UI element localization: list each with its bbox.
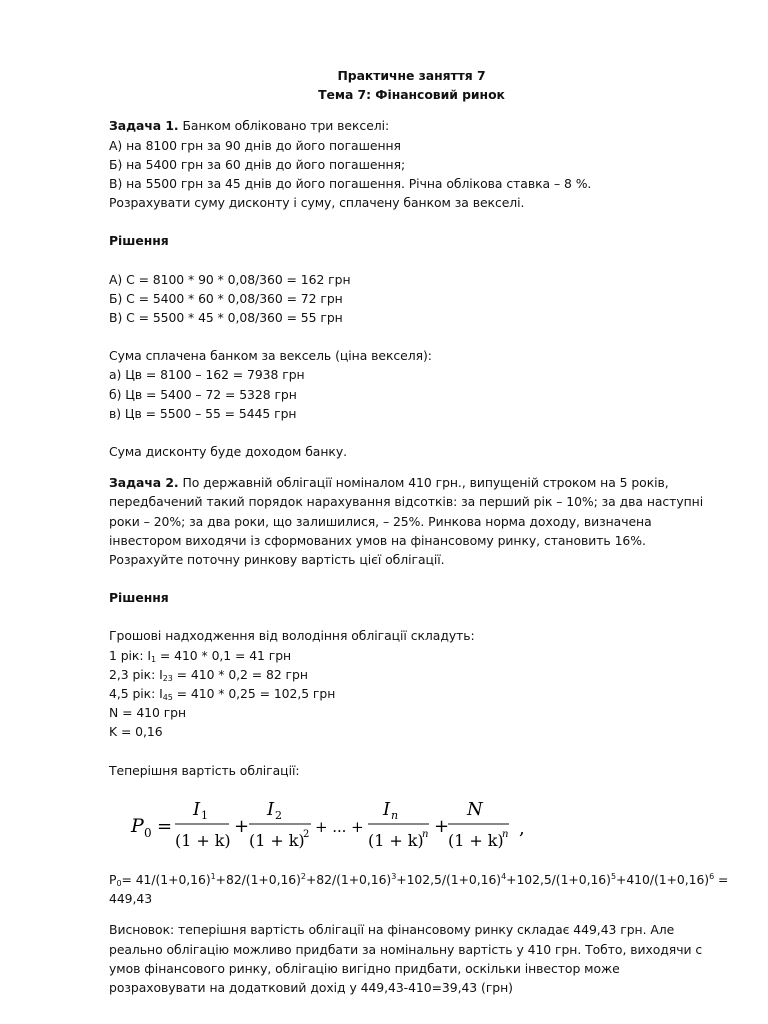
calc-exp-5: 5 <box>610 871 616 881</box>
task2-text: По державній облігації номіналом 410 грн., випущеній строком на 5 років, передбачений такий порядок нарахування відсотків: за перший рік – 10%; за два наступні роки – 20%; за два роки, що залишилися, – 25%. Ринкова норма доходу, визначена інвестором виходячи із сформованих умов на фінансовому ринку, становить 16%. Розрахуйте поточну ринкову вартість цієї облігації. <box>109 475 704 568</box>
term2-exp: 2 <box>303 828 310 840</box>
task1-item-b: Б) на 5400 грн за 60 днів до його погашення; <box>109 156 406 172</box>
task2-rate: K = 0,16 <box>109 724 163 740</box>
term1-den: (1 + k) <box>175 830 231 850</box>
formula-dots: + ... + <box>315 817 364 836</box>
calc-p: P <box>109 871 117 887</box>
cash-1-prefix: 1 рік: I <box>109 647 151 663</box>
term2-den: (1 + k) <box>249 830 305 850</box>
cash-1-rest: = 410 * 0,1 = 41 грн <box>156 647 292 663</box>
task1-conclusion: Сума дисконту буде доходом банку. <box>109 444 347 460</box>
task1-intro <box>109 116 714 135</box>
calc-p-sub: 0 <box>116 878 122 888</box>
cash-45-sub: 45 <box>162 693 173 703</box>
formula-svg <box>125 790 565 864</box>
task1-paid-a: а) Цв = 8100 – 162 = 7938 грн <box>109 367 305 383</box>
plus-2: + <box>434 815 450 837</box>
formula-lhs: P <box>131 814 144 837</box>
task2-statement <box>109 473 714 569</box>
calc-end: = <box>714 871 729 887</box>
task2-label: Задача 2. <box>109 475 179 491</box>
cash-23-rest: = 410 * 0,2 = 82 грн <box>172 666 308 682</box>
calc-seg-2: +82/(1+0,16) <box>215 871 301 887</box>
page-title: Практичне заняття 7 <box>337 68 486 83</box>
cash-23-prefix: 2,3 рік: I <box>109 666 163 682</box>
task2-cash-23 <box>109 665 714 684</box>
term1-num-sub: 1 <box>201 808 208 822</box>
task2-cash-1 <box>109 646 714 665</box>
plus-1: + <box>234 815 250 837</box>
calc-seg-3: +82/(1+0,16) <box>305 871 392 887</box>
termn-exp: n <box>422 828 429 840</box>
formula-comma: , <box>519 817 525 839</box>
calc-seg-6: +410/(1+0,16) <box>615 871 710 887</box>
task1-discount-b: Б) С = 5400 * 60 * 0,08/360 = 72 грн <box>109 290 343 306</box>
task1-paid-b: б) Цв = 5400 – 72 = 5328 грн <box>109 386 297 402</box>
term2-num-sub: 2 <box>275 808 282 822</box>
calc-exp-2: 2 <box>300 871 306 881</box>
task1-solution-heading: Рішення <box>109 233 169 249</box>
task2-nominal: N = 410 грн <box>109 705 187 721</box>
task1-intro-text: Банком обліковано три векселі: <box>178 118 390 134</box>
calc-exp-1: 1 <box>210 871 216 881</box>
calc-exp-6: 6 <box>709 871 715 881</box>
calc-exp-4: 4 <box>501 871 507 881</box>
calc-seg-1: = 41/(1+0,16) <box>121 871 211 887</box>
termn-den: (1 + k) <box>368 830 424 850</box>
last-exp: n <box>502 828 509 840</box>
task2-solution-heading: Рішення <box>109 590 169 606</box>
formula-lhs-sub: 0 <box>144 825 152 840</box>
termn-num: I <box>383 798 391 820</box>
task2-pv-heading: Теперішня вартість облігації: <box>109 762 300 778</box>
term1-num: I <box>193 798 201 820</box>
task1-question: Розрахувати суму дисконту і суму, сплачену банком за векселі. <box>109 195 525 211</box>
task1-paid-c: в) Цв = 5500 – 55 = 5445 грн <box>109 405 297 421</box>
cash-1-sub: 1 <box>150 654 157 664</box>
last-num: N <box>467 798 483 820</box>
task1-item-c: В) на 5500 грн за 45 днів до його погашення. Річна облікова ставка – 8 %. <box>109 176 592 192</box>
task2-cash-45 <box>109 684 714 703</box>
calc-exp-3: 3 <box>391 871 397 881</box>
termn-num-sub: n <box>391 808 399 822</box>
topic-title: Тема 7: Фінансовий ринок <box>318 87 505 103</box>
task2-calculation <box>109 870 729 889</box>
task1-item-a: А) на 8100 грн за 90 днів до його погашення <box>109 137 401 153</box>
calc-seg-4: +102,5/(1+0,16) <box>396 871 502 887</box>
cash-45-rest: = 410 * 0,25 = 102,5 грн <box>172 686 336 702</box>
task1-label: Задача 1. <box>109 118 179 134</box>
formula-eq: = <box>157 815 173 837</box>
task2-cash-heading: Грошові надходження від володіння облігації складуть: <box>109 628 475 644</box>
task1-paid-heading: Сума сплачена банком за вексель (ціна векселя): <box>109 348 432 364</box>
last-den: (1 + k) <box>448 830 504 850</box>
task2-result: 449,43 <box>109 891 153 907</box>
document-body <box>109 66 729 997</box>
term2-num: I <box>267 798 275 820</box>
task1-discount-c: В) С = 5500 * 45 * 0,08/360 = 55 грн <box>109 310 343 326</box>
task1-discount-a: А) С = 8100 * 90 * 0,08/360 = 162 грн <box>109 271 351 287</box>
cash-23-sub: 23 <box>162 673 173 683</box>
task2-conclusion: Висновок: теперішня вартість облігації на фінансовому ринку складає 449,43 грн. Але реально облігацію можливо придбати за номінальну вартість у 410 грн. Тобто, виходячи с умов фінансового ринку, облігацію вигідно придбати, оскільки інвестор може розраховувати на додатковий дохід у 449,43-410=39,43 (грн) <box>109 922 703 995</box>
calc-seg-5: +102,5/(1+0,16) <box>506 871 611 887</box>
present-value-formula <box>109 790 714 870</box>
cash-45-prefix: 4,5 рік: I <box>109 686 163 702</box>
